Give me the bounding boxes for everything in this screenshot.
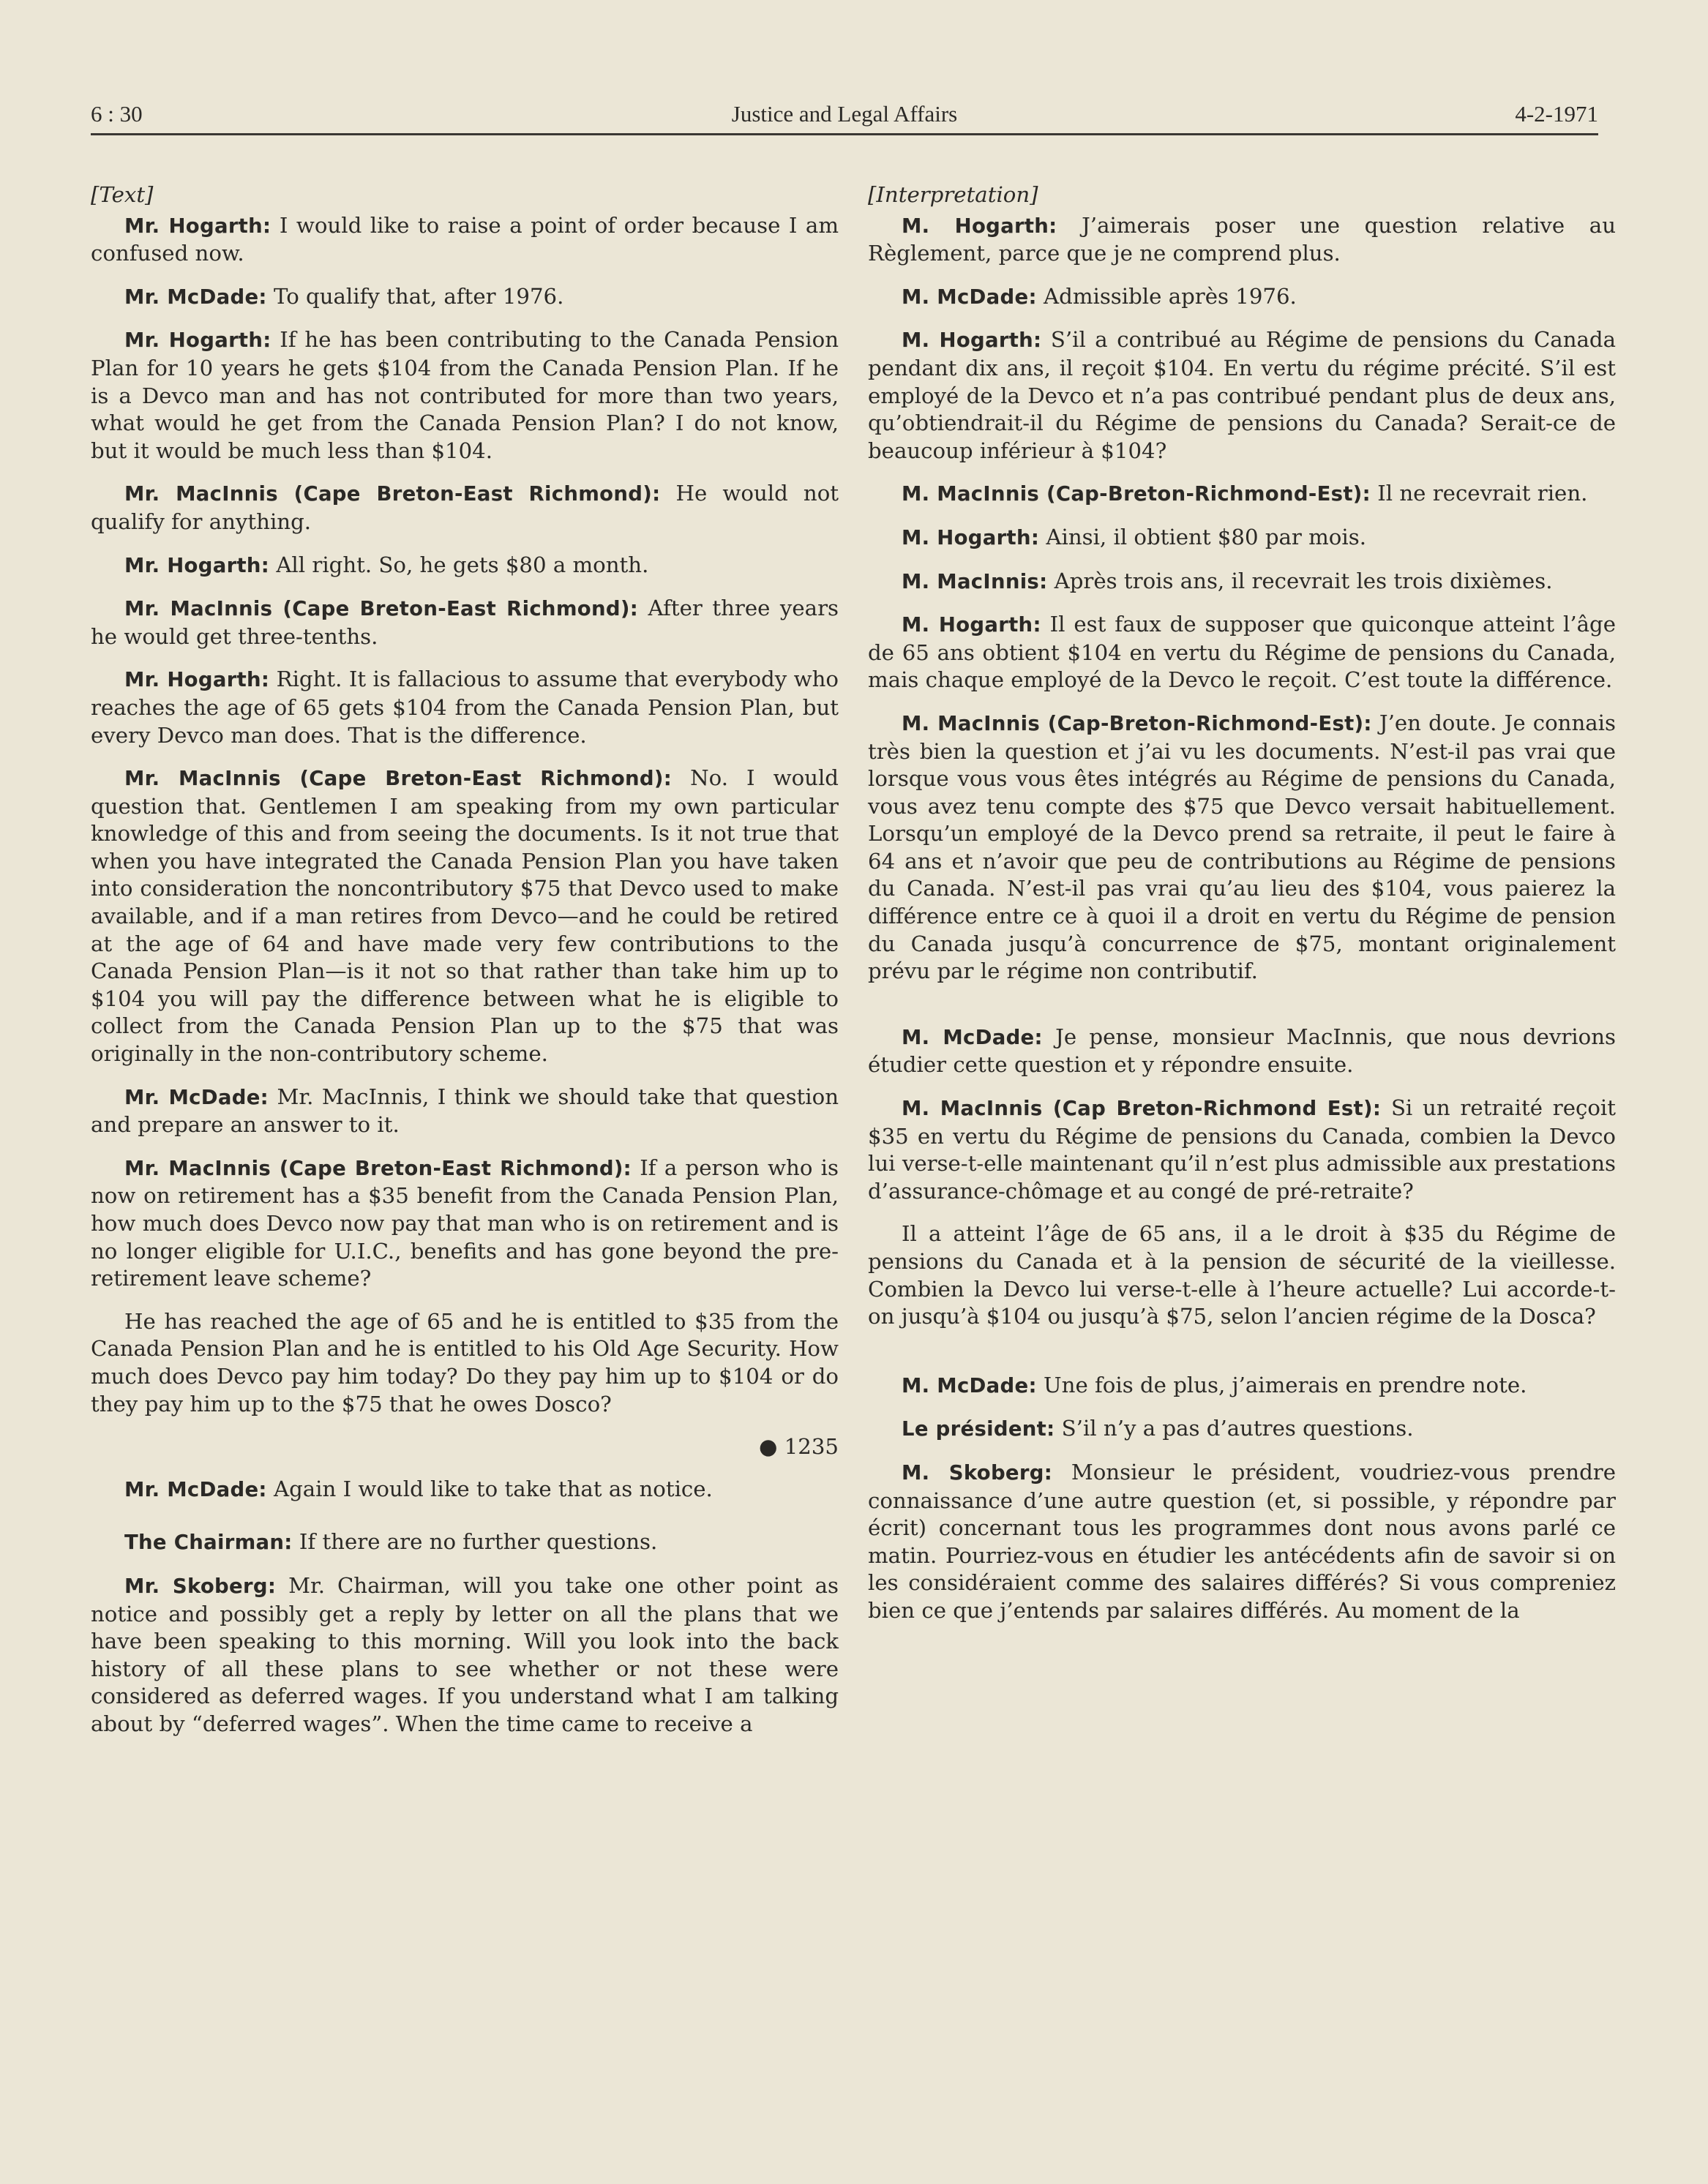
- speaker: Mr. MacInnis (Cape Breton-East Richmond):: [124, 1156, 632, 1180]
- paragraph: [91, 1572, 839, 1738]
- paragraph: [868, 480, 1616, 509]
- speech: Une fois de plus, j’aimerais en prendre note.: [1036, 1372, 1527, 1397]
- paragraph: [91, 480, 839, 536]
- speech: Mr. MacInnis, I think we should take that question and prepare an answer to it.: [91, 1084, 839, 1138]
- paragraph: [868, 1459, 1616, 1625]
- header-date: 4-2-1971: [1515, 101, 1598, 127]
- speaker: Mr. MacInnis (Cape Breton-East Richmond):: [124, 597, 638, 621]
- speaker: M. McDade:: [902, 285, 1037, 309]
- section-label: [Interpretation]: [868, 182, 1038, 207]
- paragraph: [868, 1024, 1616, 1079]
- section-label: [Text]: [91, 182, 154, 207]
- speech: All right. So, he gets $80 a month.: [269, 552, 649, 577]
- paragraph: [868, 212, 1616, 268]
- speaker: Mr. McDade:: [124, 1085, 269, 1109]
- paragraph: [91, 765, 839, 1068]
- speech: Again I would like to take that as notice.: [266, 1476, 713, 1501]
- speaker: The Chairman:: [124, 1531, 293, 1555]
- paragraph: [868, 524, 1616, 552]
- paragraph: [868, 1415, 1616, 1444]
- speaker: Mr. Hogarth:: [124, 329, 271, 353]
- speaker: M. Hogarth:: [902, 525, 1040, 549]
- speech: Ainsi, il obtient $80 par mois.: [1039, 524, 1366, 549]
- paragraph: [868, 326, 1616, 465]
- speech: Il est faux de supposer que quiconque atteint l’âge de 65 ans obtient $104 en vertu du Régime de pensions du Canada, mais chaque employé de la Devco le reçoit. C’est toute la différence.: [868, 612, 1617, 693]
- speaker: Le président:: [902, 1417, 1055, 1441]
- speaker: M. McDade:: [902, 1025, 1043, 1049]
- speaker: Mr. Hogarth:: [124, 668, 270, 692]
- speech: Il ne recevrait rien.: [1370, 481, 1588, 506]
- paragraph: [868, 283, 1616, 312]
- french-column: [868, 181, 1616, 1640]
- speaker: Mr. McDade:: [124, 1477, 267, 1501]
- page-number: 6 : 30: [91, 101, 143, 127]
- speech: Si un retraité reçoit $35 en vertu du Régime de pensions du Canada, combien la Devco lui verse-t-elle maintenant qu’il n’est plus admissible aux prestations d’assurance-chômage et au congé de pré-retraite?: [868, 1095, 1616, 1204]
- speech: No. I would question that. Gentlemen I am speaking from my own particular knowledge of this and from seeing the documents. Is it not true that when you have integrated the Canada Pension Plan you have taken into consideration the noncontributory $75 that Devco used to make available, and if a man retires from Devco—and he could be retired at the age of 64 and have made very few contributions to the Canada Pension Plan—is it not so that rather than take him up to $104 you will pay the difference between what he is eligible to collect from the Canada Pension Plan up to the $75 that was originally in the non-contributory scheme.: [91, 765, 839, 1067]
- speech: After three years he would get three-tenths.: [91, 596, 839, 649]
- paragraph: [91, 552, 839, 580]
- speaker: Mr. Hogarth:: [124, 214, 271, 238]
- speaker: M. Hogarth:: [902, 214, 1057, 238]
- speaker: M. Hogarth:: [902, 613, 1041, 637]
- speech: J’en doute. Je connais très bien la question et j’ai vu les documents. N’est-il pas vrai que lorsque vous vous êtes intégrés au Régime de pensions du Canada, vous avez tenu compte des $75 que Devco versait habituellement. Lorsqu’un employé de la Devco prend sa retraite, il peut le faire à 64 ans et n’avoir que peu de contributions au Régime de pensions du Canada. N’est-il pas vrai qu’au lieu des $104, vous paierez la différence entre ce à quoi il a droit en vertu du Régime de pension du Canada jusqu’à concurrence de $75, montant originalement prévu par le régime non contributif.: [868, 710, 1616, 984]
- speaker: Mr. MacInnis (Cape Breton-East Richmond):: [124, 767, 673, 791]
- speech: If he has been contributing to the Canada Pension Plan for 10 years he gets $104 from the Canada Pension Plan. If he is a Devco man and has not contributed for more than two years, what would he get from the Canada Pension Plan? I do not know, but it would be much less than $104.: [91, 327, 839, 463]
- paragraph: [868, 1372, 1616, 1400]
- paragraph: [91, 1308, 839, 1418]
- paragraph: [91, 666, 839, 749]
- speaker: M. MacInnis:: [902, 569, 1048, 593]
- paragraph: [91, 1476, 839, 1504]
- speech: Après trois ans, il recevrait les trois dixièmes.: [1047, 568, 1553, 593]
- speaker: Mr. McDade:: [124, 285, 267, 309]
- speech: J’aimerais poser une question relative au Règlement, parce que je ne comprend plus.: [868, 212, 1617, 266]
- speech: He would not qualify for anything.: [91, 481, 839, 534]
- speaker: Mr. Hogarth:: [124, 553, 270, 577]
- speech: He has reached the age of 65 and he is entitled to $35 from the Canada Pension Plan and he is entitled to his Old Age Security. How much does Devco pay him today? Do they pay him up to $104 or do they pay him up to the $75 that he owes Dosco?: [91, 1308, 839, 1416]
- paragraph: [91, 1528, 839, 1557]
- speech: Je pense, monsieur MacInnis, que nous devrions étudier cette question et y répondre ensuite.: [868, 1024, 1616, 1078]
- paragraph: [868, 611, 1616, 694]
- speaker: Mr. Skoberg:: [124, 1574, 277, 1598]
- speaker: M. MacInnis (Cap-Breton-Richmond-Est):: [902, 482, 1371, 506]
- speech: If a person who is now on retirement has a $35 benefit from the Canada Pension Plan, how much does Devco now pay that man who is on retirement and is no longer eligible for U.I.C., benefits and has gone beyond the pre-retirement leave scheme?: [91, 1155, 839, 1291]
- speaker: M. Skoberg:: [902, 1460, 1053, 1485]
- speech: S’il n’y a pas d’autres questions.: [1055, 1416, 1414, 1441]
- speaker: M. MacInnis (Cap Breton-Richmond Est):: [902, 1097, 1382, 1121]
- paragraph: [91, 1084, 839, 1139]
- speech: I would like to raise a point of order because I am confused now.: [91, 212, 839, 266]
- speaker: M. McDade:: [902, 1373, 1037, 1397]
- paragraph: [868, 710, 1616, 986]
- speech: Right. It is fallacious to assume that everybody who reaches the age of 65 gets $104 from the Canada Pension Plan, but every Devco man does. That is the difference.: [91, 667, 839, 748]
- speech: Mr. Chairman, will you take one other point as notice and possibly get a reply by letter on all the plans that we have been speaking to this morning. Will you look into the back history of all these plans to see whether or not these were considered as deferred wages. If you understand what I am talking about by “deferred wages”. When the time came to receive a: [91, 1572, 839, 1736]
- speech: Admissible après 1976.: [1036, 283, 1297, 309]
- speech: If there are no further questions.: [292, 1529, 658, 1555]
- english-column: [91, 181, 839, 1754]
- speech: Monsieur le président, voudriez-vous prendre connaissance d’une autre question (et, si possible, y répondre par écrit) concernant tous les programmes dont nous avons parlé ce matin. Pourriez-vous en étudier les antécédents afin de savoir si on les considéraient comme des salaires différés? Si vous compreniez bien ce que j’entends par salaires différés. Au moment de la: [868, 1459, 1616, 1623]
- paragraph: [91, 212, 839, 268]
- paragraph: [91, 326, 839, 465]
- time-marker: ● 1235: [758, 1434, 839, 1460]
- paragraph: [868, 1220, 1616, 1330]
- paragraph: [91, 1155, 839, 1293]
- paragraph: [91, 595, 839, 650]
- paragraph: [91, 283, 839, 312]
- paragraph: [868, 1095, 1616, 1205]
- speech: S’il a contribué au Régime de pensions du Canada pendant dix ans, il reçoit $104. En vertu du régime précité. S’il est employé de la Devco et n’a pas contribué pendant plus de deux ans, qu’obtiendrait-il du Régime de pensions du Canada? Serait-ce de beaucoup inférieur à $104?: [868, 327, 1616, 463]
- speech: To qualify that, after 1976.: [266, 283, 564, 309]
- speaker: M. MacInnis (Cap-Breton-Richmond-Est):: [902, 711, 1372, 735]
- running-title: Justice and Legal Affairs: [731, 101, 958, 127]
- speech: Il a atteint l’âge de 65 ans, il a le droit à $35 du Régime de pensions du Canada et à la pension de sécurité de la vieillesse. Combien la Devco lui verse-t-elle à l’heure actuelle? Lui accorde-t-on jusqu’à $104 ou jusqu’à $75, selon l’ancien régime de la Dosca?: [868, 1221, 1616, 1329]
- speaker: M. Hogarth:: [902, 329, 1042, 353]
- speaker: Mr. MacInnis (Cape Breton-East Richmond):: [124, 482, 661, 506]
- paragraph: [868, 568, 1616, 596]
- page-header: [91, 97, 1598, 135]
